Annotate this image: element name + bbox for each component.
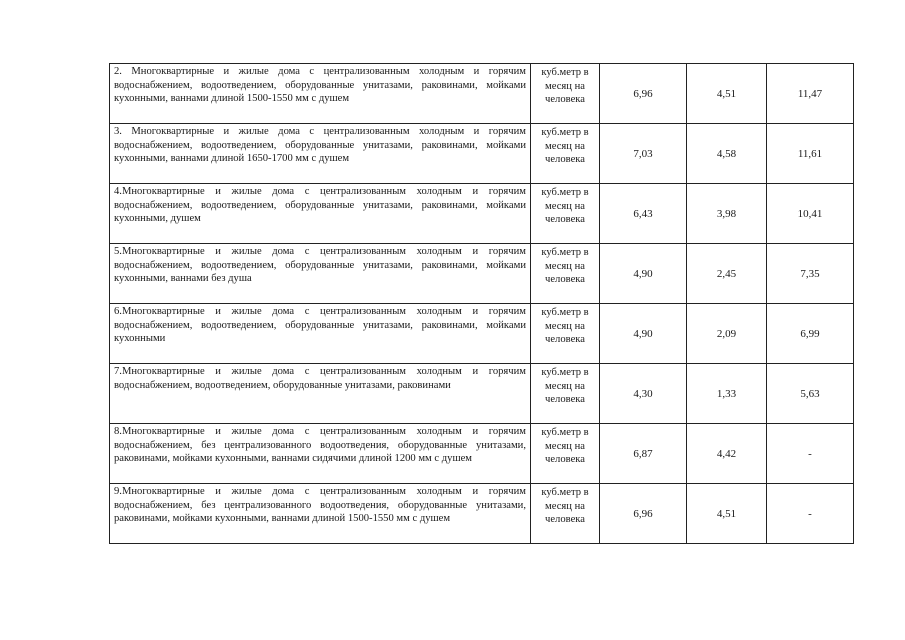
housing-type-cell: 2. Многоквартирные и жилые дома с централизованным холодным и горячим водоснабжением, водоотведением, оборудованные унитазами, раковинами, мойками кухонными, ваннами длиной 1500-1550 мм с душем: [110, 64, 531, 124]
value-cell: 1,33: [687, 364, 767, 424]
unit-cell: куб.метр в месяц на человека: [531, 124, 600, 184]
value-cell: 11,61: [767, 124, 854, 184]
value-cell: 6,96: [600, 64, 687, 124]
value-cell: 7,03: [600, 124, 687, 184]
value-cell: 6,99: [767, 304, 854, 364]
table-row: [110, 364, 854, 424]
value-cell: 6,96: [600, 484, 687, 544]
unit-cell: куб.метр в месяц на человека: [531, 244, 600, 304]
unit-cell: куб.метр в месяц на человека: [531, 64, 600, 124]
table-row: [110, 424, 854, 484]
unit-cell: куб.метр в месяц на человека: [531, 364, 600, 424]
housing-type-cell: 5.Многоквартирные и жилые дома с централизованным холодным и горячим водоснабжением, водоотведением, оборудованные унитазами, раковинами, мойками кухонными, ваннами без душа: [110, 244, 531, 304]
value-cell: 4,51: [687, 64, 767, 124]
housing-type-cell: 8.Многоквартирные и жилые дома с централизованным холодным и горячим водоснабжением, без централизованного водоотведения, оборудованные унитазами, раковинами, мойками кухонными, ваннами сидячими длиной 1200 мм с душем: [110, 424, 531, 484]
value-cell: 4,30: [600, 364, 687, 424]
value-cell: 6,87: [600, 424, 687, 484]
housing-type-cell: 6.Многоквартирные и жилые дома с централизованным холодным и горячим водоснабжением, водоотведением, оборудованные унитазами, раковинами, мойками кухонными: [110, 304, 531, 364]
unit-cell: куб.метр в месяц на человека: [531, 484, 600, 544]
unit-cell: куб.метр в месяц на человека: [531, 184, 600, 244]
housing-type-cell: 4.Многоквартирные и жилые дома с централизованным холодным и горячим водоснабжением, водоотведением, оборудованные унитазами, раковинами, мойками кухонными, душем: [110, 184, 531, 244]
value-cell: 2,09: [687, 304, 767, 364]
value-cell: 11,47: [767, 64, 854, 124]
value-cell: 2,45: [687, 244, 767, 304]
value-cell: 4,90: [600, 304, 687, 364]
unit-cell: куб.метр в месяц на человека: [531, 304, 600, 364]
value-cell: 6,43: [600, 184, 687, 244]
housing-type-cell: 7.Многоквартирные и жилые дома с централизованным холодным и горячим водоснабжением, водоотведением, оборудованные унитазами, раковинами: [110, 364, 531, 424]
housing-type-cell: 3. Многоквартирные и жилые дома с централизованным холодным и горячим водоснабжением, водоотведением, оборудованные унитазами, раковинами, мойками кухонными, ваннами длиной 1650-1700 мм с душем: [110, 124, 531, 184]
table-row: [110, 124, 854, 184]
value-cell: 5,63: [767, 364, 854, 424]
value-cell: -: [767, 424, 854, 484]
housing-type-cell: 9.Многоквартирные и жилые дома с централизованным холодным и горячим водоснабжением, без централизованного водоотведения, оборудованные унитазами, раковинами, мойками кухонными, ваннами длиной 1500-1550 мм с душем: [110, 484, 531, 544]
value-cell: 4,42: [687, 424, 767, 484]
consumption-norms-table: [109, 63, 854, 544]
value-cell: 4,90: [600, 244, 687, 304]
value-cell: -: [767, 484, 854, 544]
value-cell: 7,35: [767, 244, 854, 304]
unit-cell: куб.метр в месяц на человека: [531, 424, 600, 484]
table-row: [110, 64, 854, 124]
table-row: [110, 184, 854, 244]
value-cell: 4,58: [687, 124, 767, 184]
value-cell: 10,41: [767, 184, 854, 244]
value-cell: 4,51: [687, 484, 767, 544]
value-cell: 3,98: [687, 184, 767, 244]
table-row: [110, 304, 854, 364]
table-row: [110, 244, 854, 304]
table-row: [110, 484, 854, 544]
